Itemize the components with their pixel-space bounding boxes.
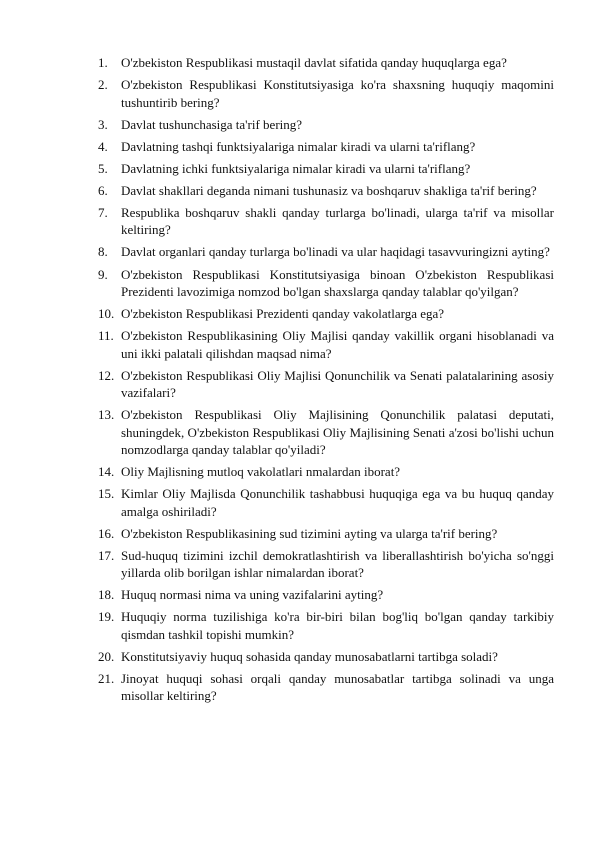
question-item [98, 367, 554, 402]
question-number: 5. [98, 160, 108, 176]
question-number: 17. [98, 547, 115, 563]
question-number: 12. [98, 367, 115, 383]
question-text: Jinoyat huquqi sohasi orqali qanday munosabatlar tartibga solinadi va unga misollar keltiring? [121, 670, 554, 704]
question-text: O'zbekiston Respublikasi Oliy Majlisining Qonunchilik palatasi deputati, shuningdek, O'zbekiston Respublikasi Oliy Majlisining Senati a'zosi bo'lishi uchun nomzodlarga qanday talablar qo'yiladi? [121, 407, 554, 457]
question-item [98, 116, 554, 133]
question-item [98, 608, 554, 643]
question-text: O'zbekiston Respublikasi Prezidenti qanday vakolatlarga ega? [121, 306, 445, 322]
question-number: 15. [98, 486, 115, 502]
question-number: 6. [98, 182, 108, 198]
question-text: O'zbekiston Respublikasi Konstitutsiyasiga binoan O'zbekiston Respublikasi Prezidenti lavozimiga nomzod bo'lgan shaxslarga qanday talablar qo'yilgan? [121, 266, 554, 299]
question-item [98, 463, 554, 480]
question-number: 10. [98, 306, 115, 322]
question-text: Huquq normasi nima va uning vazifalarini ayting? [121, 587, 384, 603]
question-item [98, 485, 554, 520]
question-number: 2. [98, 77, 108, 93]
question-item [98, 138, 554, 155]
question-number: 11. [98, 328, 114, 344]
question-number: 9. [98, 266, 108, 282]
question-item [98, 586, 554, 603]
question-text: Davlat organlari qanday turlarga bo'linadi va ular haqidagi tasavvuringizni ayting? [121, 244, 550, 260]
question-text: Konstitutsiyaviy huquq sohasida qanday munosabatlarni tartibga soladi? [121, 648, 498, 664]
question-number: 4. [98, 138, 108, 154]
question-item [98, 327, 554, 362]
question-number: 13. [98, 407, 115, 423]
question-item [98, 525, 554, 542]
question-text: O'zbekiston Respublikasining sud tizimini ayting va ularga ta'rif bering? [121, 525, 498, 541]
question-text: Davlat tushunchasiga ta'rif bering? [121, 116, 303, 132]
question-number: 16. [98, 525, 115, 541]
question-text: Huquqiy norma tuzilishiga ko'ra bir-biri bilan bog'liq bo'lgan qanday tarkibiy qismdan tashkil topishi mumkin? [121, 609, 554, 642]
question-item [98, 160, 554, 177]
question-text: O'zbekiston Respublikasi Konstitutsiyasiga ko'ra shaxsning huquqiy maqomini tushuntirib bering? [121, 77, 554, 110]
question-number: 21. [98, 670, 115, 686]
question-number: 14. [98, 464, 115, 480]
question-number: 1. [98, 55, 108, 70]
question-text: Davlatning ichki funktsiyalariga nimalar kiradi va ularni ta'riflang? [121, 160, 471, 176]
question-number: 18. [98, 587, 115, 603]
question-text: O'zbekiston Respublikasi mustaqil davlat sifatida qanday huquqlarga ega? [121, 55, 507, 70]
question-item [98, 266, 554, 301]
question-list [98, 54, 554, 709]
question-item [98, 648, 554, 665]
question-text: O'zbekiston Respublikasi Oliy Majlisi Qonunchilik va Senati palatalarining asosiy vazifalari? [121, 367, 554, 401]
question-number: 19. [98, 609, 115, 625]
question-item [98, 204, 554, 239]
question-item [98, 406, 554, 458]
question-text: Davlat shakllari deganda nimani tushunasiz va boshqaruv shakliga ta'rif bering? [121, 182, 537, 198]
question-text: Kimlar Oliy Majlisda Qonunchilik tashabbusi huquqiga ega va bu huquq qanday amalga oshiriladi? [121, 486, 554, 519]
question-number: 3. [98, 116, 108, 132]
question-item [98, 182, 554, 199]
question-item [98, 54, 554, 71]
question-item [98, 547, 554, 582]
question-item [98, 305, 554, 322]
question-text: O'zbekiston Respublikasining Oliy Majlisi qanday vakillik organi hisoblanadi va uni ikki palatali qilishdan maqsad nima? [121, 328, 554, 361]
question-number: 20. [98, 648, 115, 664]
question-text: Sud-huquq tizimini izchil demokratlashtirish va liberallashtirish bo'yicha so'nggi yillarda olib borilgan ishlar nimalardan iborat? [121, 547, 554, 581]
question-number: 7. [98, 204, 108, 220]
question-item [98, 670, 554, 705]
question-number: 8. [98, 244, 108, 260]
question-text: Davlatning tashqi funktsiyalariga nimalar kiradi va ularni ta'riflang? [121, 138, 476, 154]
question-item [98, 243, 554, 260]
question-item [98, 76, 554, 111]
question-text: Oliy Majlisning mutloq vakolatlari nmalardan iborat? [121, 464, 401, 480]
question-text: Respublika boshqaruv shakli qanday turlarga bo'linadi, ularga ta'rif va misollar keltiring? [121, 204, 554, 238]
